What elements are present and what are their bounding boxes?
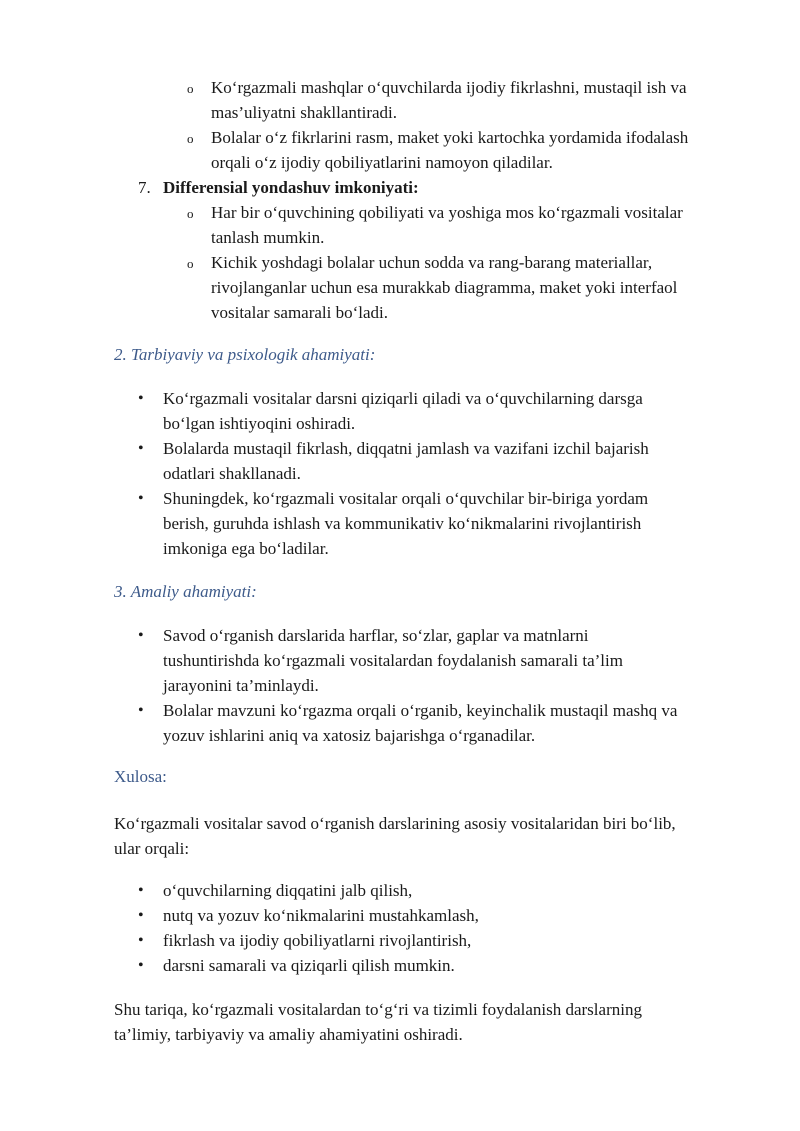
bullet-marker: • xyxy=(138,702,144,719)
list-marker: o xyxy=(187,206,194,221)
list-item: nutq va yozuv ko‘nikmalarini mustahkamlash, xyxy=(163,906,479,925)
list-item: Bolalarda mustaqil fikrlash, diqqatni jamlash va vazifani izchil bajarish odatlari shakllanadi. xyxy=(163,439,649,483)
section-heading: 2. Tarbiyaviy va psixologik ahamiyati: xyxy=(114,345,376,364)
numbered-item-7 xyxy=(138,175,419,200)
section-heading: 3. Amaliy ahamiyati: xyxy=(114,582,257,601)
list-marker: o xyxy=(187,256,194,271)
bullet-marker: • xyxy=(138,390,144,407)
list-item: Bolalar o‘z fikrlarini rasm, maket yoki kartochka yordamida ifodalash orqali o‘z ijodiy qobiliyatlarini namoyon qiladilar. xyxy=(211,128,689,172)
list-item: Kichik yoshdagi bolalar uchun sodda va rang-barang materiallar, rivojlanganlar uchun esa murakkab diagramma, maket yoki interfaol vositalar samarali bo‘ladi. xyxy=(211,253,678,322)
list-item: darsni samarali va qiziqarli qilish mumkin. xyxy=(163,956,455,975)
bullet-marker: • xyxy=(138,440,144,457)
list-item: fikrlash va ijodiy qobiliyatlarni rivojlantirish, xyxy=(163,931,472,950)
bullet-marker: • xyxy=(138,490,144,507)
list-item: Bolalar mavzuni ko‘rgazma orqali o‘rganib, keyinchalik mustaqil mashq va yozuv ishlarini aniq va xatosiz bajarishga o‘rganadilar. xyxy=(163,701,678,745)
list-marker: o xyxy=(187,131,194,146)
item-title: Differensial yondashuv imkoniyati: xyxy=(163,178,419,197)
list-item: Har bir o‘quvchining qobiliyati va yoshiga mos ko‘rgazmali vositalar tanlash mumkin. xyxy=(211,203,683,247)
bullet-marker: • xyxy=(138,627,144,644)
list-item: Shuningdek, ko‘rgazmali vositalar orqali o‘quvchilar bir-biriga yordam berish, guruhda ishlash va kommunikativ ko‘nikmalarini rivojlantirish imkoniga ega bo‘ladilar. xyxy=(163,489,649,558)
list-item: Savod o‘rganish darslarida harflar, so‘zlar, gaplar va matnlarni tushuntirishda ko‘rgazmali vositalardan foydalanish samarali ta’lim jarayonini ta’minlaydi. xyxy=(163,626,623,695)
item-number: 7. xyxy=(138,178,151,197)
bullet-marker: • xyxy=(138,932,144,949)
list-marker: o xyxy=(187,81,194,96)
bullet-marker: • xyxy=(138,957,144,974)
conclusion-heading: Xulosa: xyxy=(114,767,167,786)
list-item: Ko‘rgazmali vositalar darsni qiziqarli qiladi va o‘quvchilarning darsga bo‘lgan ishtiyoqini oshiradi. xyxy=(163,389,643,433)
bullet-marker: • xyxy=(138,882,144,899)
conclusion-intro: Ko‘rgazmali vositalar savod o‘rganish darslarining asosiy vositalaridan biri bo‘lib, ular orqali: xyxy=(114,814,676,858)
bullet-marker: • xyxy=(138,907,144,924)
list-item: o‘quvchilarning diqqatini jalb qilish, xyxy=(163,881,413,900)
list-item: Ko‘rgazmali mashqlar o‘quvchilarda ijodiy fikrlashni, mustaqil ish va mas’uliyatni shakllantiradi. xyxy=(211,78,687,122)
conclusion-final: Shu tariqa, ko‘rgazmali vositalardan to‘g‘ri va tizimli foydalanish darslarning ta’limiy, tarbiyaviy va amaliy ahamiyatini oshiradi. xyxy=(114,1000,642,1044)
